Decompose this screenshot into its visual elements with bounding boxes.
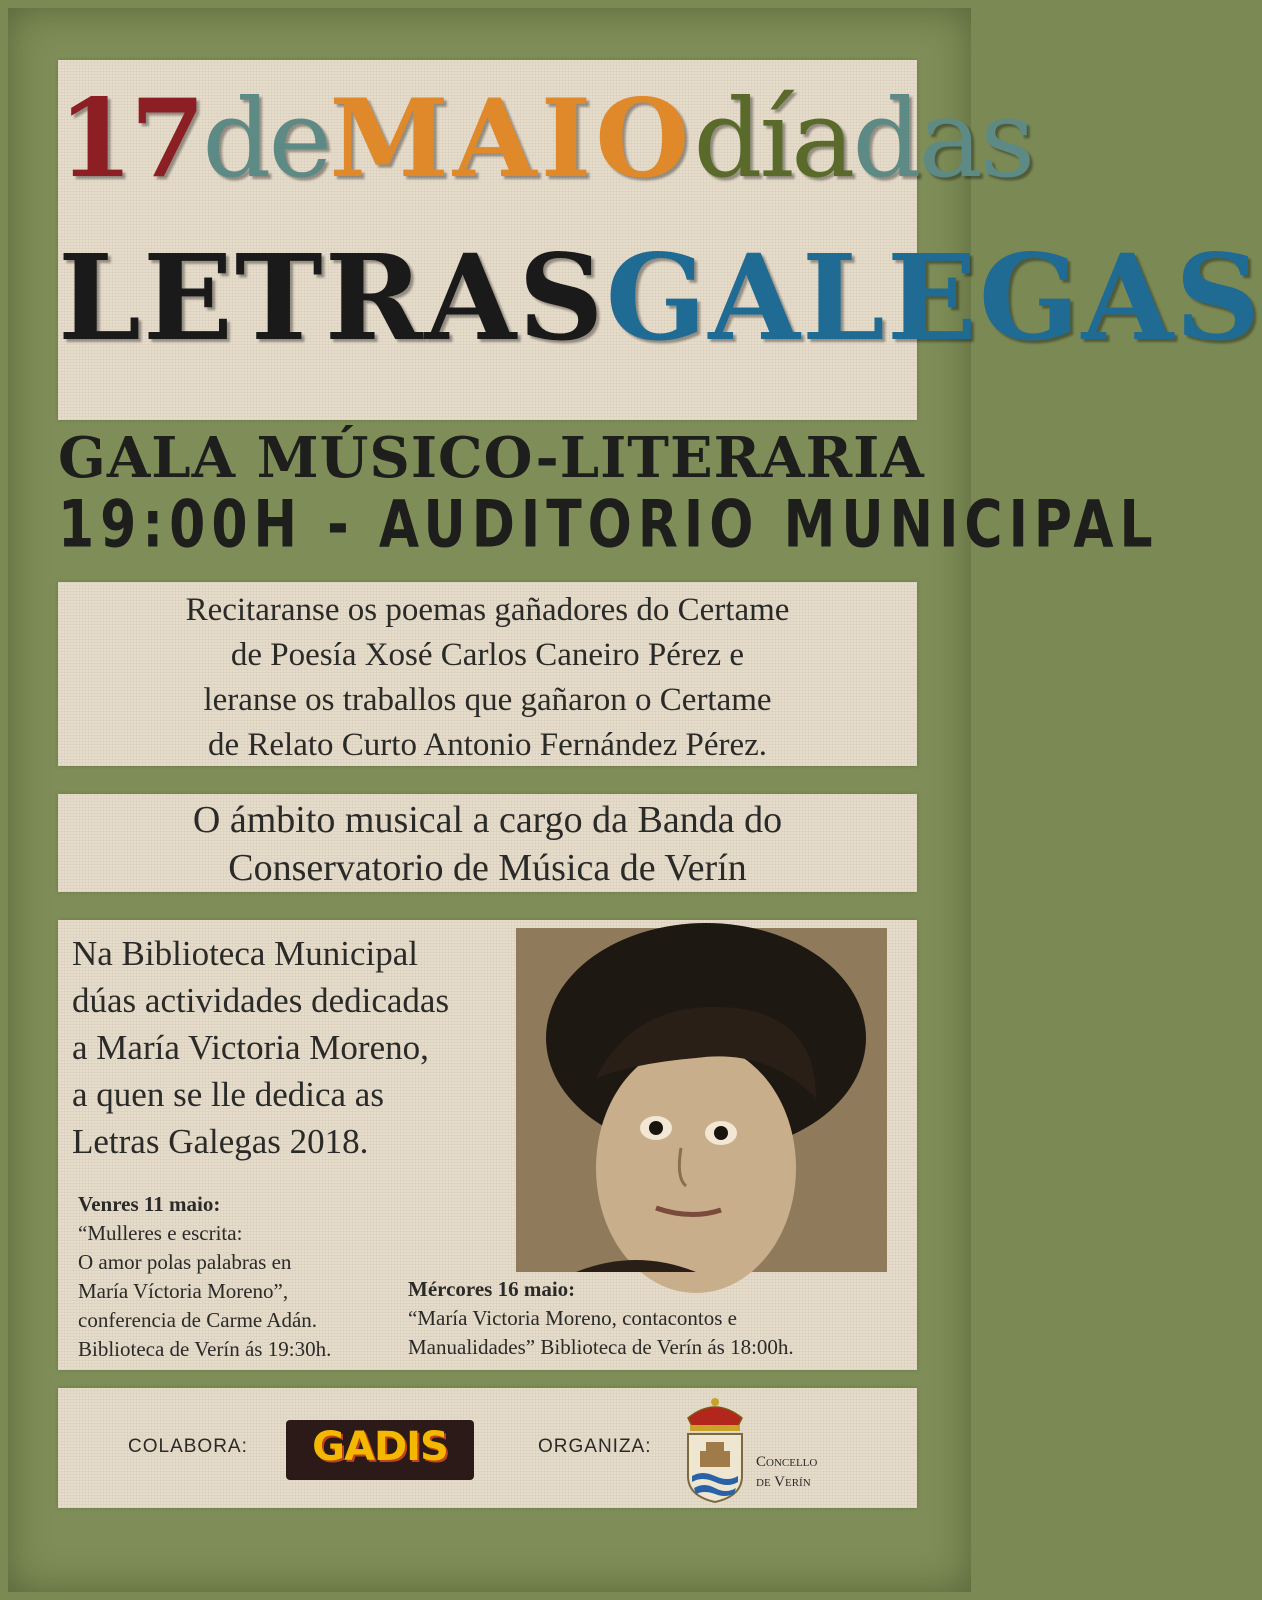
coat-of-arms-icon xyxy=(680,1396,750,1504)
organizer-line: de Verín xyxy=(756,1474,811,1490)
title-word-de: de xyxy=(202,77,330,202)
event-line: Manualidades” Biblioteca de Verín ás 18:00h. xyxy=(408,1335,794,1359)
title-word-das: das xyxy=(852,77,1033,202)
footer-panel xyxy=(58,1388,917,1508)
event-line: O amor polas palabras en xyxy=(78,1250,292,1274)
gadis-logo xyxy=(286,1420,474,1480)
title-word-17: 17 xyxy=(58,76,203,202)
title-word-letras: LETRAS xyxy=(58,228,606,367)
library-intro-line: a María Victoria Moreno, xyxy=(72,1028,429,1067)
library-intro-line: a quen se lle dedica as xyxy=(72,1075,384,1114)
library-panel xyxy=(58,920,917,1370)
title-line-date xyxy=(58,76,1033,202)
library-intro xyxy=(72,930,522,1165)
event-line: conferencia de Carme Adán. xyxy=(78,1308,318,1332)
recital-line: Recitaranse os poemas gañadores do Certame xyxy=(185,592,790,628)
library-intro-line: Letras Galegas 2018. xyxy=(72,1122,369,1161)
gala-time-place: 19:00H - AUDITORIO MUNICIPAL xyxy=(58,487,1159,563)
gala-title: GALA MÚSICO-LITERARIA xyxy=(58,425,925,491)
title-panel xyxy=(58,60,1262,420)
library-intro-line: Na Biblioteca Municipal xyxy=(72,934,419,973)
title-line-letras xyxy=(58,228,1262,367)
organizer-line: Concello xyxy=(756,1454,818,1470)
recital-line: leranse os traballos que gañaron o Certame xyxy=(203,682,772,718)
event-line: María Víctoria Moreno”, xyxy=(78,1279,289,1303)
event-line: “María Victoria Moreno, contacontos e xyxy=(408,1306,737,1330)
event-venres xyxy=(78,1190,408,1364)
title-word-dia: día xyxy=(693,77,853,202)
title-word-galegas: GALEGAS xyxy=(605,228,1262,367)
event-date: Mércores 16 maio: xyxy=(408,1277,576,1301)
portrait-illustration xyxy=(516,928,887,1272)
music-line: Conservatorio de Música de Verín xyxy=(228,847,747,889)
recital-panel xyxy=(58,582,917,766)
organiza-label: ORGANIZA: xyxy=(538,1436,652,1457)
event-line: Biblioteca de Verín ás 19:30h. xyxy=(78,1337,332,1361)
title-word-maio: MAIO xyxy=(329,76,694,202)
event-line: “Mulleres e escrita: xyxy=(78,1221,243,1245)
event-mercores xyxy=(408,1275,908,1362)
library-intro-line: dúas actividades dedicadas xyxy=(72,981,450,1020)
recital-text xyxy=(58,588,917,768)
gadis-logo-text: GADIS xyxy=(312,1424,448,1470)
recital-line: de Relato Curto Antonio Fernández Pérez. xyxy=(207,727,768,763)
music-text xyxy=(58,796,917,892)
colabora-label: COLABORA: xyxy=(128,1436,248,1457)
event-date: Venres 11 maio: xyxy=(78,1192,221,1216)
music-panel xyxy=(58,794,917,892)
portrait-photo xyxy=(516,928,887,1272)
organizer-name xyxy=(756,1452,817,1492)
music-line: O ámbito musical a cargo da Banda do xyxy=(192,799,783,841)
recital-line: de Poesía Xosé Carlos Caneiro Pérez e xyxy=(230,637,745,673)
